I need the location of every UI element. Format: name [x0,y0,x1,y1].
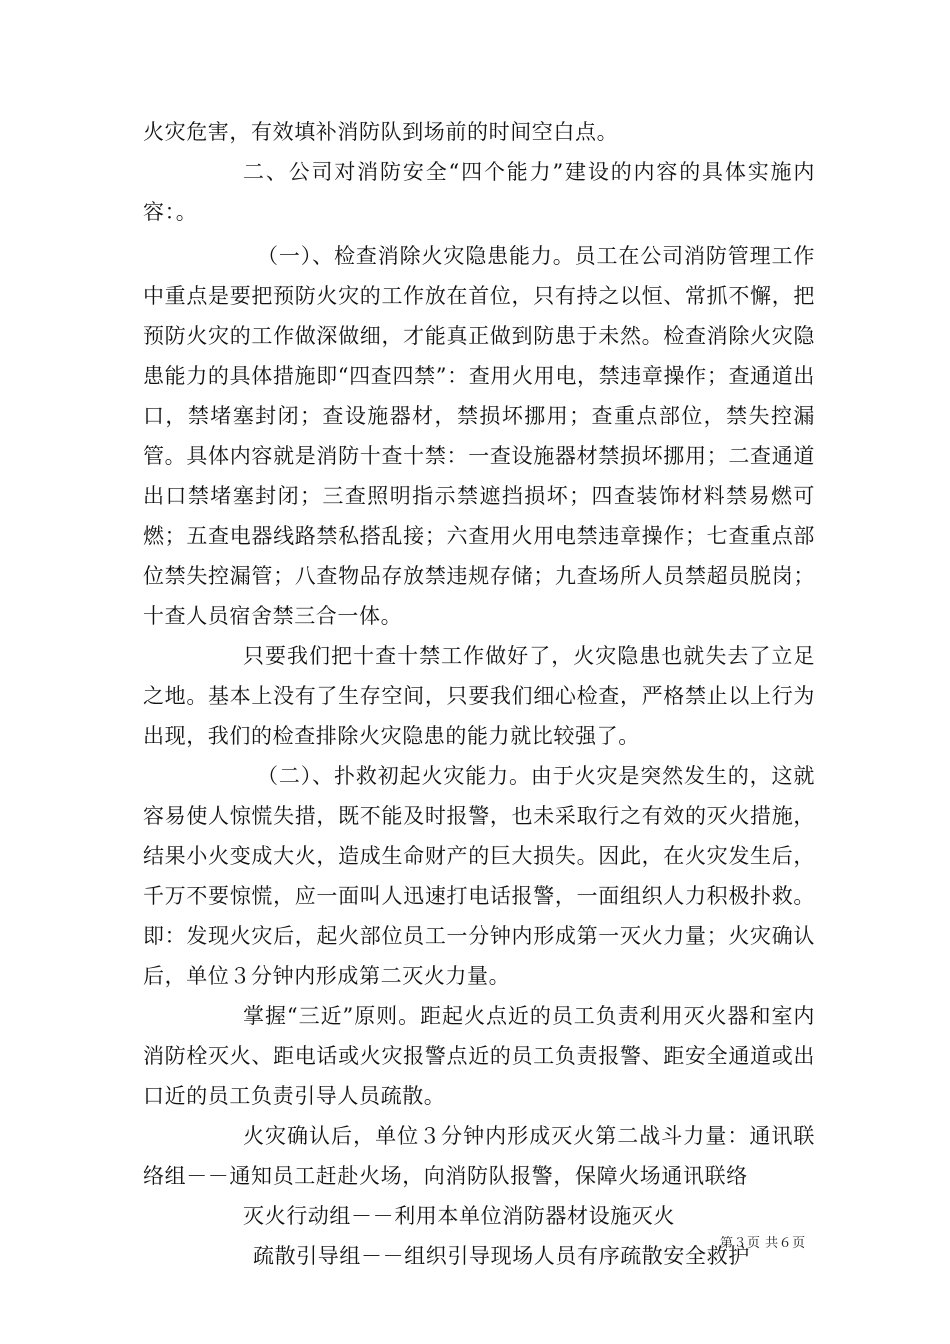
evacuation-group-line: 疏散引导组－－组织引导现场人员有序疏散安全救护 [253,1244,750,1268]
subsection-1-paragraph: （一）、检查消除火灾隐患能力。员工在公司消防管理工作中重点是要把预防火灾的工作放在首位，只有持之以恒、常抓不懈，把预防火灾的工作做深做细，才能真正做到防患于未然。检查消除火灾隐患能力的具体措施即“四查四禁”：查用火用电，禁违章操作；查通道出口，禁堵塞封闭；查设施器材，禁损坏挪用；查重点部位，禁失控漏管。具体内容就是消防十查十禁：一查设施器材禁损坏挪用；二查通道出口禁堵塞封闭；三查照明指示禁遮挡损坏；四查装饰材料禁易燃可燃；五查电器线路禁私搭乱接；六查用火用电禁违章操作；七查重点部位禁失控漏管；八查物品存放禁违规存储；九查场所人员禁超员脱岗；十查人员宿舍禁三合一体。 [143,244,815,628]
page-number-footer: 第３页 共６页 [720,1236,806,1251]
subsection-2-paragraph: （二）、扑救初起火灾能力。由于火灾是突然发生的，这就容易使人惊慌失措，既不能及时报警，也未采取行之有效的灭火措施，结果小火变成大火，造成生命财产的巨大损失。因此，在火灾发生后，千万不要惊慌，应一面叫人迅速打电话报警，一面组织人力积极扑救。即：发现火灾后，起火部位员工一分钟内形成第一灭火力量；火灾确认后，单位３分钟内形成第二灭火力量。 [143,764,815,988]
ten-checks-summary-paragraph: 只要我们把十查十禁工作做好了，火灾隐患也就失去了立足之地。基本上没有了生存空间，只要我们细心检查，严格禁止以上行为出现，我们的检查排除火灾隐患的能力就比较强了。 [143,644,815,748]
firefighting-group-line: 灭火行动组－－利用本单位消防器材设施灭火 [243,1204,675,1228]
section-heading-2: 二、公司对消防安全“四个能力”建设的内容的具体实施内容：。 [143,160,815,224]
document-body [143,112,815,1276]
second-force-paragraph: 火灾确认后，单位３分钟内形成灭火第二战斗力量：通讯联络组－－通知员工赶赴火场，向消防队报警，保障火场通讯联络 [143,1124,815,1188]
paragraph-continuation: 火灾危害，有效填补消防队到场前的时间空白点。 [143,120,619,144]
three-near-principle-paragraph: 掌握“三近”原则。距起火点近的员工负责利用灭火器和室内消防栓灭火、距电话或火灾报警点近的员工负责报警、距安全通道或出口近的员工负责引导人员疏散。 [143,1004,815,1108]
